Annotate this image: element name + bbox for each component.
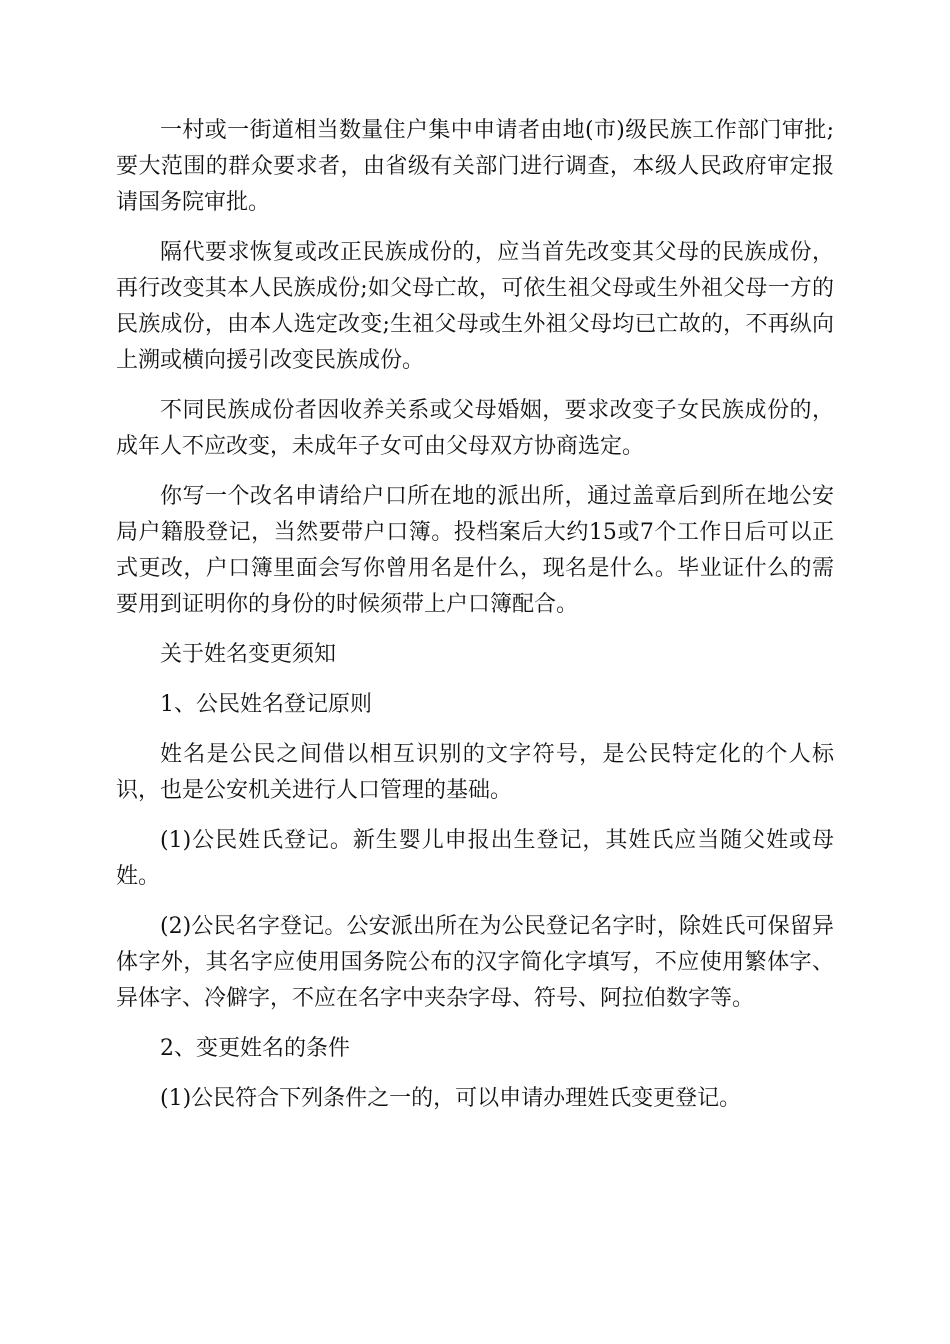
section-heading-registration-principles: 1、公民姓名登记原则	[160, 692, 372, 717]
paragraph-surname-change-conditions: (1)公民符合下列条件之一的，可以申请办理姓氏变更登记。	[160, 1086, 742, 1111]
paragraph-generational-change: 隔代要求恢复或改正民族成份的，应当首先改变其父母的民族成份，再行改变其本人民族成份;如父母亡故，可依生祖父母或生外祖父母一方的民族成份，由本人选定改变;生祖父母或生外祖父母均已亡故的，不再纵向上溯或横向援引改变民族成份。	[116, 240, 834, 373]
paragraph-name-definition: 姓名是公民之间借以相互识别的文字符号，是公民特定化的个人标识，也是公安机关进行人口管理的基础。	[116, 742, 834, 803]
section-heading-change-conditions: 2、变更姓名的条件	[160, 1036, 350, 1061]
document-page	[116, 113, 834, 1131]
paragraph-surname-registration: (1)公民姓氏登记。新生婴儿申报出生登记，其姓氏应当随父姓或母姓。	[116, 828, 834, 889]
paragraph-ethnic-approval: 一村或一街道相当数量住户集中申请者由地(市)级民族工作部门审批;要大范围的群众要求者，由省级有关部门进行调查，本级人民政府审定报请国务院审批。	[116, 118, 834, 215]
paragraph-name-change-procedure: 你写一个改名申请给户口所在地的派出所，通过盖章后到所在地公安局户籍股登记，当然要带户口簿。投档案后大约15或7个工作日后可以正式更改，户口簿里面会写你曾用名是什么，现名是什么。毕业证什么的需要用到证明你的身份的时候须带上户口簿配合。	[116, 484, 834, 617]
paragraph-adoption-marriage: 不同民族成份者因收养关系或父母婚姻，要求改变子女民族成份的，成年人不应改变，未成年子女可由父母双方协商选定。	[116, 398, 834, 459]
section-heading-name-change-notice: 关于姓名变更须知	[160, 642, 337, 667]
paragraph-given-name-registration: (2)公民名字登记。公安派出所在为公民登记名字时，除姓氏可保留异体字外，其名字应使用国务院公布的汉字简化字填写，不应使用繁体字、异体字、冷僻字，不应在名字中夹杂字母、符号、阿拉伯数字等。	[116, 914, 834, 1011]
